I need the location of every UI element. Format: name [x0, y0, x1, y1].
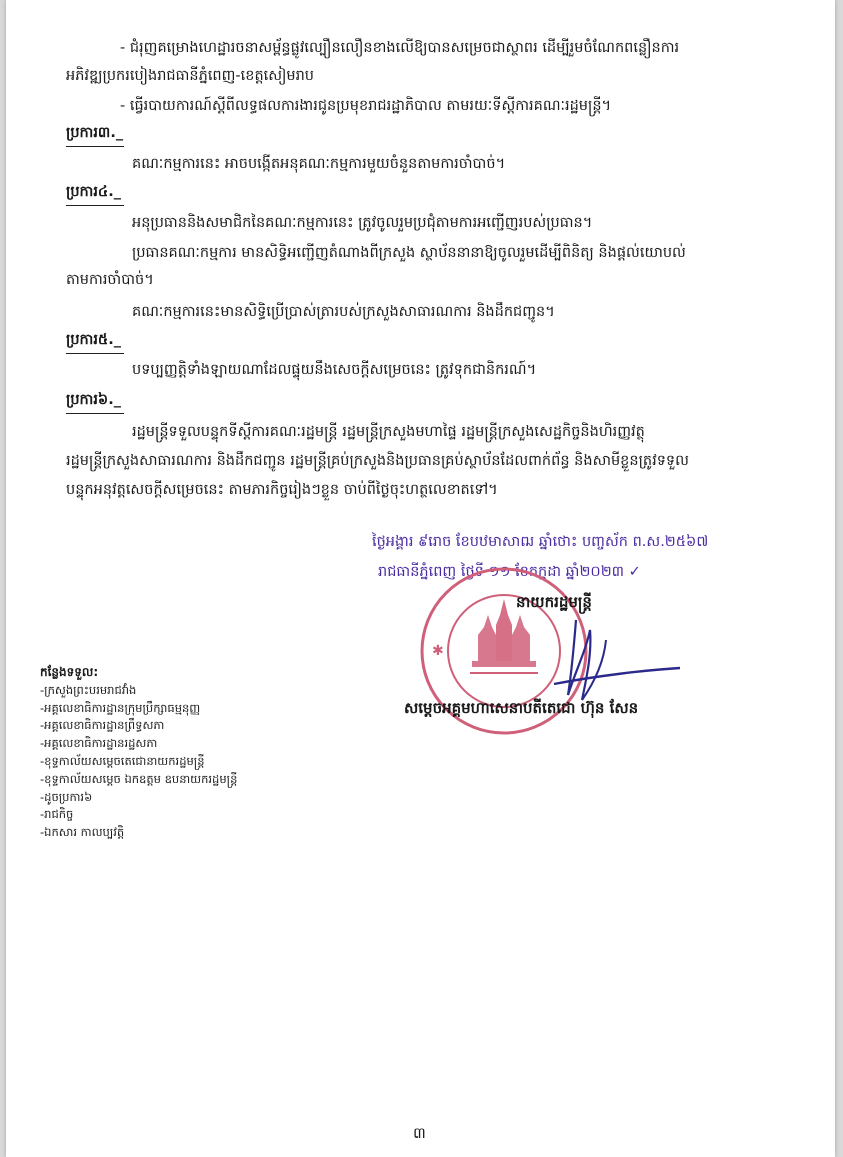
heading-underline — [66, 353, 124, 354]
list-item: -ខុទ្ទកាល័យសម្តេច ឯកឧត្តម ឧបនាយករដ្ឋមន្ត្រី — [40, 771, 238, 786]
list-item: -រាជកិច្ច — [40, 807, 74, 822]
list-item: -ក្រសួងព្រះបរមរាជវាំង — [40, 682, 137, 697]
solar-date: រាជធានីភ្នំពេញ ថ្ងៃទី ១១ ខែកក្កដា ឆ្នាំ២០២៣ ✓ — [378, 564, 641, 580]
list-item: -អគ្គលេខាធិការដ្ឋានរដ្ឋសភា — [40, 736, 158, 751]
document-page — [6, 0, 835, 1157]
article-line: អនុប្រធាននិងសមាជិកនៃគណៈកម្មការនេះ ត្រូវចូលរួមប្រជុំតាមការអញ្ជើញរបស់ប្រធាន។ — [132, 215, 593, 231]
bullet-line: - ធ្វើរបាយការណ៍ស្តីពីលទ្ធផលការងារជូនប្រមុខរាជរដ្ឋាភិបាល តាមរយៈទីស្តីការគណៈរដ្ឋមន្ត្រី។ — [120, 98, 612, 114]
heading-underline — [66, 146, 124, 147]
article-line: គណៈកម្មការនេះមានសិទ្ធិប្រើប្រាស់ត្រារបស់ក្រសួងសាធារណការ និងដឹកជញ្ជូន។ — [132, 304, 555, 320]
list-item: -ឯកសារ កាលប្បវត្តិ — [40, 825, 125, 840]
signatory-name: សម្តេចអគ្គមហាសេនាបតីតេជោ ហ៊ុន សែន — [404, 699, 639, 717]
article-line: តាមការចាំបាច់។ — [66, 272, 154, 288]
bullet-continuation: អភិវឌ្ឍប្រករបៀងរាជធានីភ្នំពេញ-ខេត្តសៀមរាប — [66, 68, 315, 84]
article-heading: ប្រការ៣._ — [66, 125, 124, 141]
recipients-title: កន្លែងទទួល: — [40, 665, 99, 679]
article-line: ប្រធានគណៈកម្មការ មានសិទ្ធិអញ្ជើញតំណាងពីក្រសួង ស្ថាប័ននានាឱ្យចូលរួមដើម្បីពិនិត្យ និងផ្តល់យោបល់ — [132, 245, 686, 261]
list-item: -ខុទ្ទកាល័យសម្តេចតេជោនាយករដ្ឋមន្ត្រី — [40, 753, 205, 768]
list-item: -ដូចប្រការ៦ — [40, 789, 93, 804]
article-heading: ប្រការ៥._ — [66, 332, 121, 348]
heading-underline — [66, 413, 124, 414]
list-item: -អគ្គលេខាធិការដ្ឋានក្រុមប្រឹក្សាធម្មនុញ្ញ — [40, 700, 201, 715]
article-line: រដ្ឋមន្ត្រីក្រសួងសាធារណការ និងដឹកជញ្ជូន រដ្ឋមន្ត្រីគ្រប់ក្រសួងនិងប្រធានគ្រប់ស្ថាប័នដែលពាក់ព័ន្ធ និងសាមីខ្លួនត្រូវទទួល — [66, 453, 689, 469]
article-line: បទប្បញ្ញត្តិទាំងឡាយណាដែលផ្ទុយនឹងសេចក្តីសម្រេចនេះ ត្រូវទុកជានិករណ៍។ — [132, 362, 537, 378]
article-heading: ប្រការ៤._ — [66, 184, 121, 200]
article-heading: ប្រការ៦._ — [66, 392, 121, 408]
signatory-title: នាយករដ្ឋមន្ត្រី — [516, 593, 592, 611]
article-line: រដ្ឋមន្ត្រីទទួលបន្ទុកទីស្តីការគណៈរដ្ឋមន្ត្រី រដ្ឋមន្ត្រីក្រសួងមហាផ្ទៃ រដ្ឋមន្ត្រីក្រសួងសេដ្ឋកិច្ចនិងហិរញ្ញវត្ថុ — [132, 424, 645, 440]
lunar-date: ថ្ងៃអង្គារ ៩រោច ខែបឋមាសាឍ ឆ្នាំថោះ បញ្ចស័ក ព.ស.២៥៦៧ — [372, 534, 709, 550]
bullet-line: - ជំរុញគម្រោងហេដ្ឋារចនាសម្ព័ន្ធផ្លូវល្បឿនលឿនខាងលើឱ្យបានសម្រេចជាស្ថាពរ ដើម្បីរួមចំណែកពន្លឿនការ — [120, 40, 680, 56]
page-number: ៣ — [413, 1124, 426, 1142]
svg-text:✱: ✱ — [432, 643, 444, 659]
handwritten-signature — [546, 600, 686, 710]
list-item: -អគ្គលេខាធិការដ្ឋានព្រឹទ្ធសភា — [40, 718, 165, 733]
recipients-list — [40, 664, 237, 842]
article-line: គណៈកម្មការនេះ អាចបង្កើតអនុគណៈកម្មការមួយចំនួនតាមការចាំបាច់។ — [132, 156, 506, 172]
article-line: បន្ទុកអនុវត្តសេចក្តីសម្រេចនេះ តាមភារកិច្ចរៀងៗខ្លួន ចាប់ពីថ្ងៃចុះហត្ថលេខាតទៅ។ — [66, 482, 498, 498]
heading-underline — [66, 205, 124, 206]
